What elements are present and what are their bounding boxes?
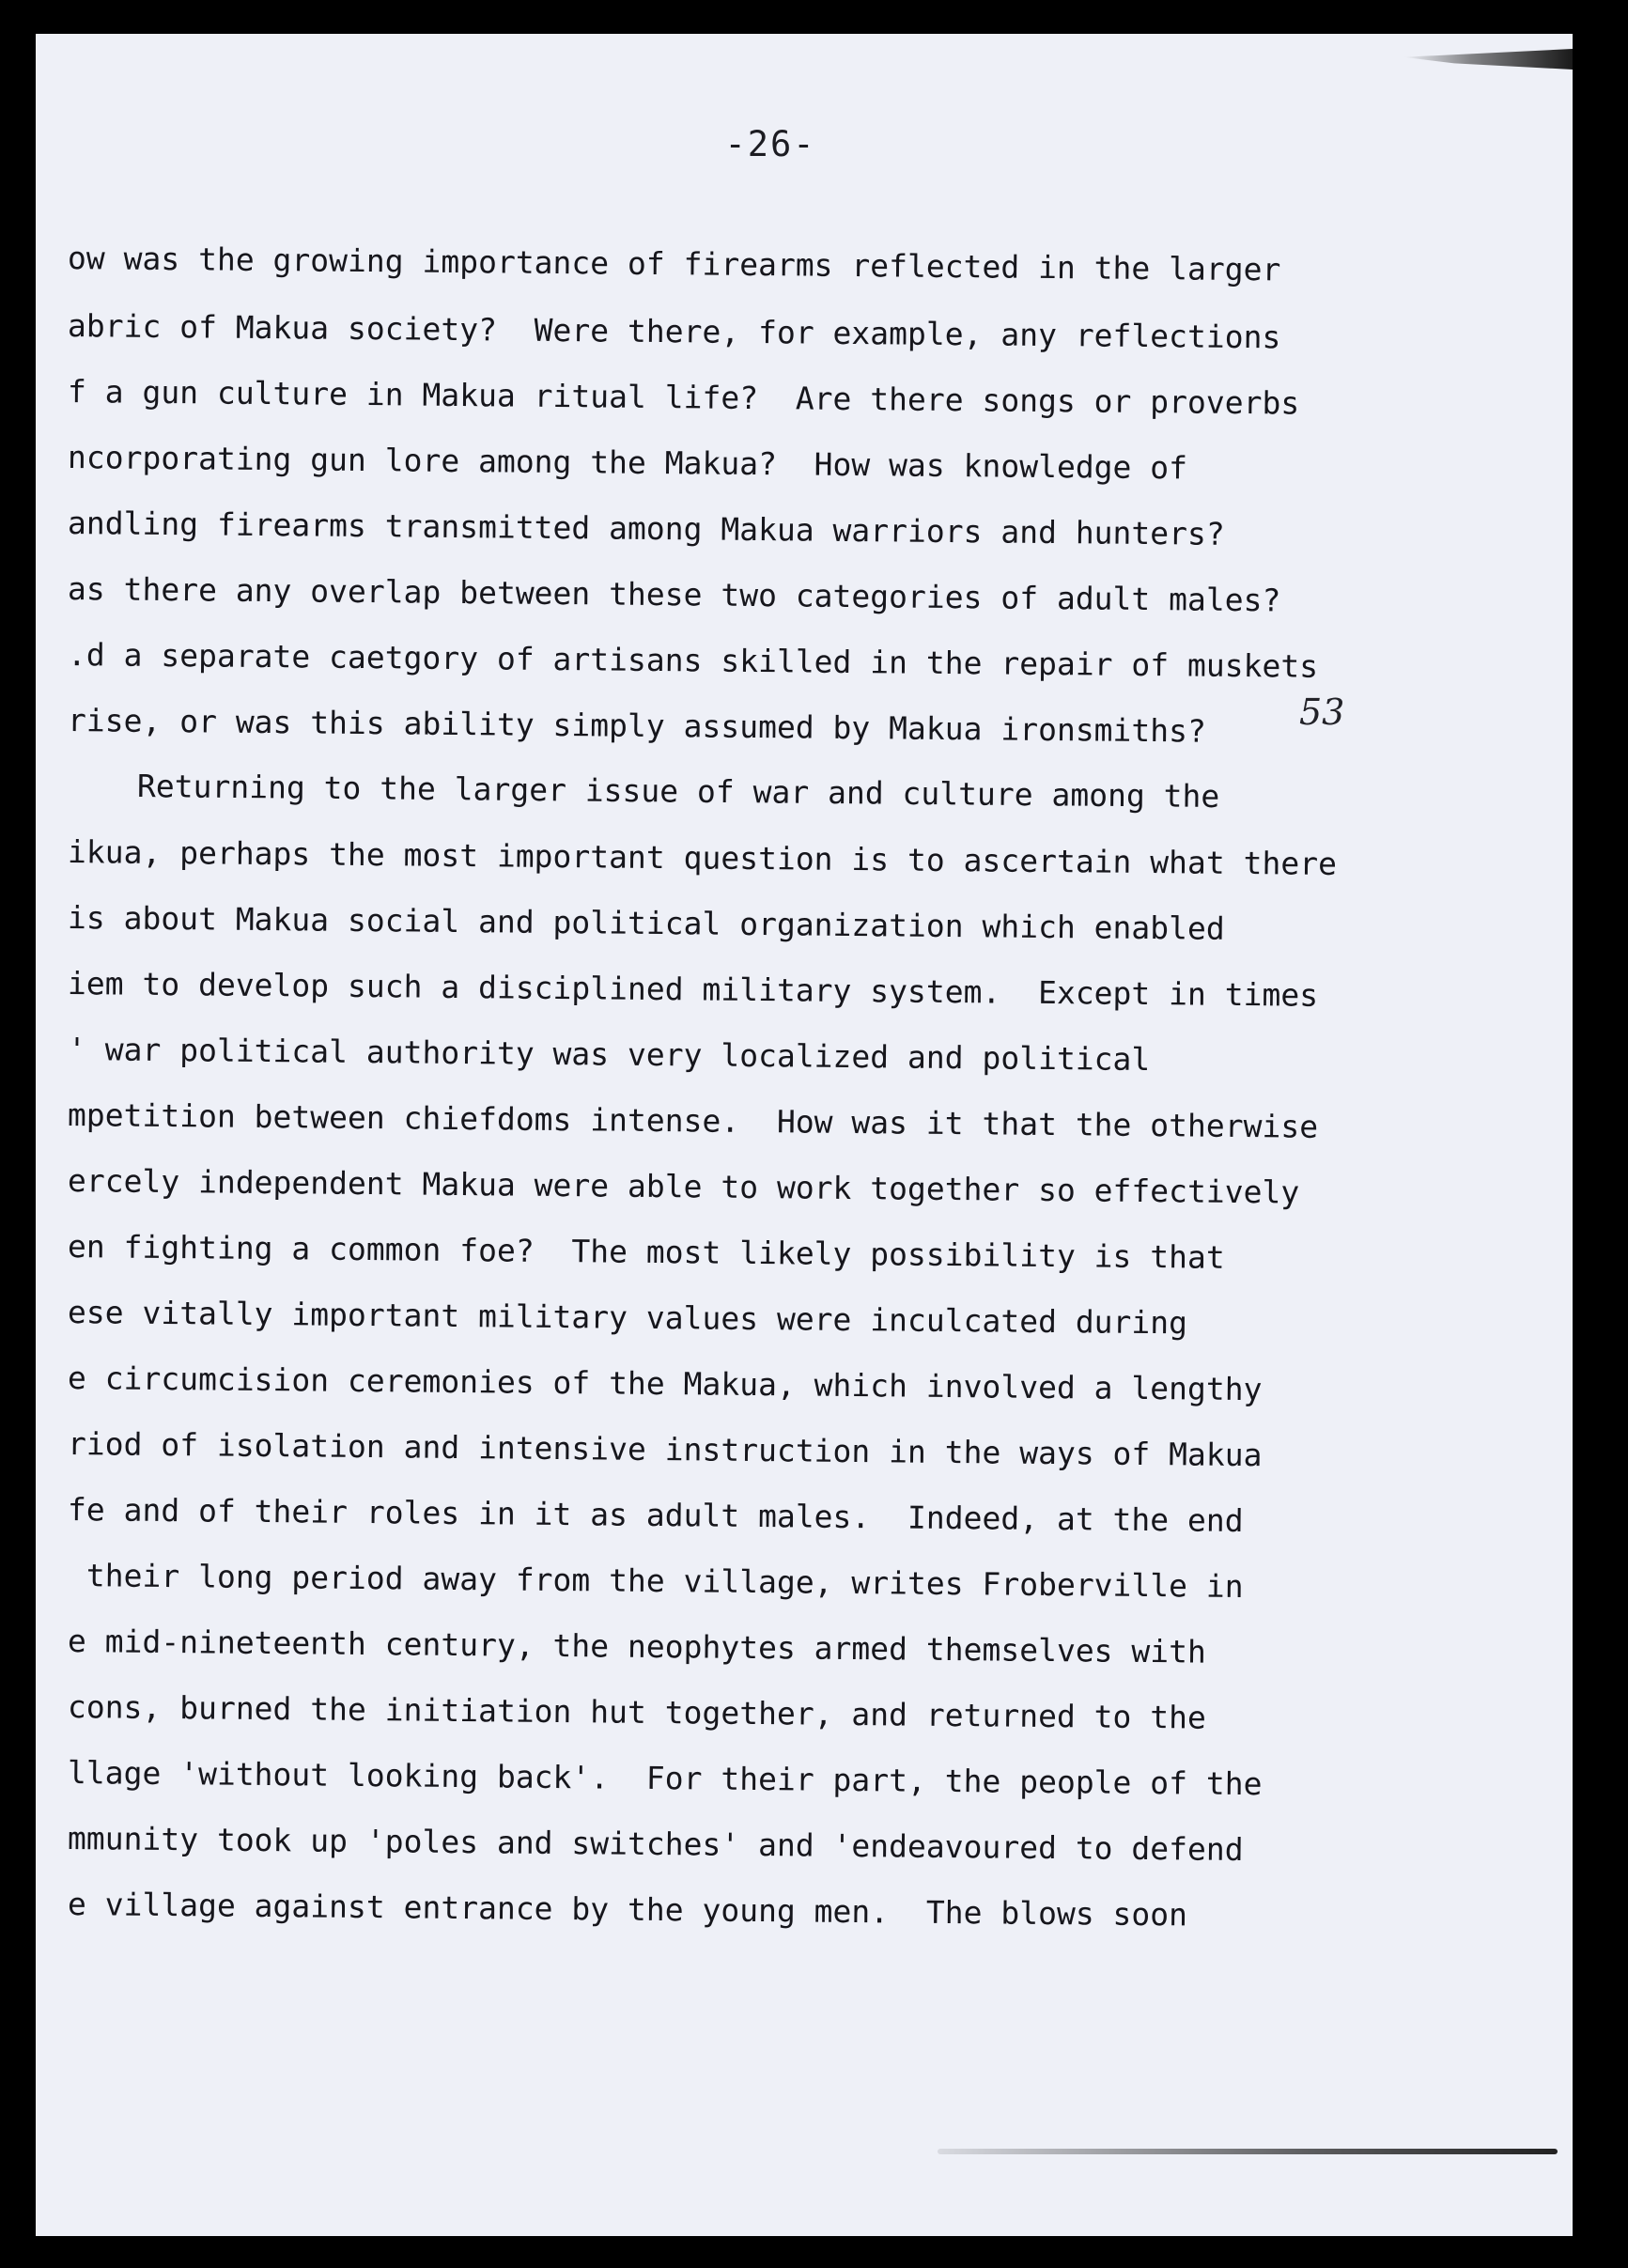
scan-edge-mark (938, 2149, 1558, 2154)
document-page (36, 34, 1573, 2236)
text-line: e village against entrance by the young men. The blows soon (67, 1886, 1188, 1934)
text-line: f a gun culture in Makua ritual life? Are there songs or proverbs (67, 373, 1300, 422)
text-line: e mid-nineteenth century, the neophytes armed themselves with (67, 1623, 1207, 1670)
text-line: iem to develop such a disciplined military system. Except in times (67, 965, 1319, 1014)
text-line: e circumcision ceremonies of the Makua, which involved a lengthy (67, 1359, 1263, 1408)
text-line: ow was the growing importance of firearms reflected in the larger (67, 240, 1281, 288)
text-line: rise, or was this ability simply assumed by Makua ironsmiths? (67, 702, 1207, 750)
text-line: abric of Makua society? Were there, for example, any reflections (67, 307, 1281, 356)
scan-edge-mark (1403, 49, 1573, 70)
text-line: .d a separate caetgory of artisans skilled in the repair of muskets (67, 636, 1319, 685)
text-line: en fighting a common foe? The most likely possibility is that (67, 1228, 1225, 1276)
text-line: mpetition between chiefdoms intense. How was it that the otherwise (67, 1096, 1319, 1145)
text-line: mmunity took up 'poles and switches' and 'endeavoured to defend (67, 1820, 1244, 1869)
text-line: cons, burned the initiation hut together, and returned to the (67, 1688, 1207, 1736)
text-line: ercely independent Makua were able to work together so effectively (67, 1162, 1300, 1211)
text-line: Returning to the larger issue of war and culture among the (136, 768, 1220, 816)
text-line: as there any overlap between these two categories of adult males? (67, 570, 1281, 619)
text-line: fe and of their roles in it as adult males. Indeed, at the end (67, 1491, 1244, 1540)
page-number: -26- (724, 124, 816, 164)
text-line: andling firearms transmitted among Makua warriors and hunters? (67, 505, 1225, 552)
text-line: ikua, perhaps the most important question is to ascertain what there (67, 833, 1338, 882)
footnote-number: 53 (1299, 691, 1345, 733)
text-line: llage 'without looking back'. For their part, the people of the (67, 1754, 1263, 1803)
text-line: is about Makua social and political organization which enabled (67, 899, 1225, 947)
text-line: their long period away from the village, writes Froberville in (67, 1557, 1244, 1606)
text-line: riod of isolation and intensive instruction in the ways of Makua (67, 1425, 1263, 1474)
text-line: ese vitally important military values were inculcated during (67, 1294, 1188, 1342)
text-line: ncorporating gun lore among the Makua? How was knowledge of (67, 439, 1188, 487)
text-line: ' war political authority was very localized and political (67, 1031, 1151, 1079)
